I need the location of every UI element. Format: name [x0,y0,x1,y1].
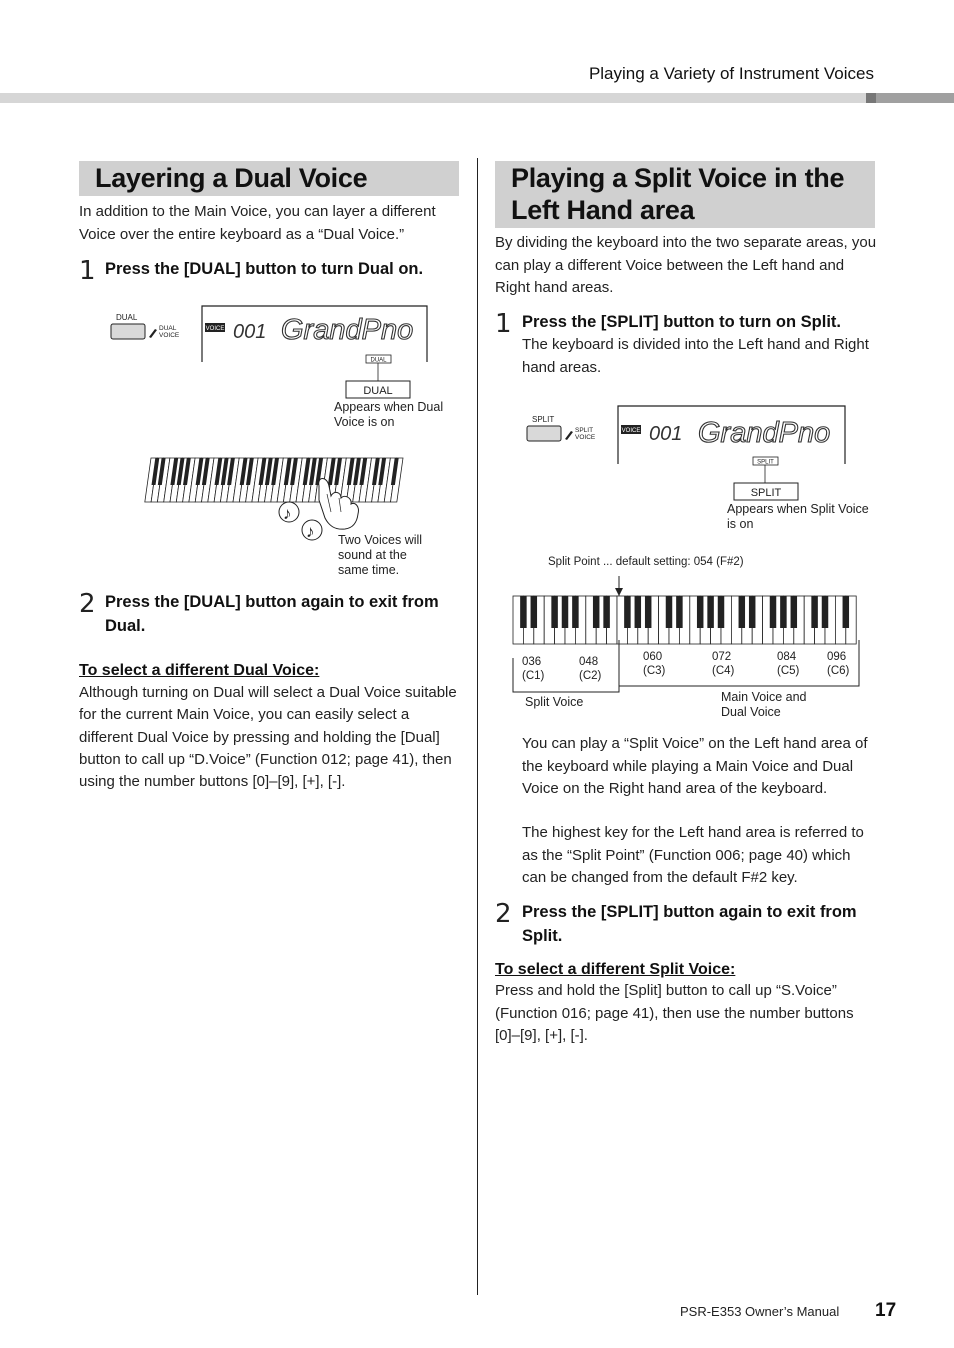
svg-text:♪: ♪ [283,504,292,523]
keyboard-caption: Two Voices will sound at the same time. [338,533,423,577]
subsection-heading: To select a different Split Voice: [495,961,736,978]
dual-button[interactable] [111,324,145,339]
dual-indicator-caption: Appears when Dual Voice is on [334,400,444,429]
split-intro: By dividing the keyboard into the two separate areas, you can play a different Voice between the Left hand and Right hand areas. [495,234,877,296]
svg-text:DUAL: DUAL [363,385,393,397]
split-point-explanation: The highest key for the Left hand area is referred to as the “Split Point” (Function 006; page 40) which can be changed from the default F#2 key. [522,824,864,886]
column-divider [477,158,478,1295]
split-voice-text: Press and hold the [Split] button to call up “S.Voice” (Function 016; page 41), then use the number buttons [0]–[9], [+], [-]. [495,982,854,1044]
svg-text:♪: ♪ [306,522,315,541]
step-instruction: Press the [SPLIT] button to turn on Split. [522,313,841,331]
page-number: 17 [875,1300,897,1321]
svg-text:VOICE: VOICE [575,434,596,441]
svg-text:VOICE: VOICE [159,332,180,339]
lcd-voice-name: GrandPno [698,417,831,449]
button-label: SPLIT [532,415,555,424]
section-heading-split: Playing a Split Voice in the Left Hand area [495,161,875,228]
key-label: 060 (C3) [643,651,666,677]
step-number: 2 [495,899,512,929]
step-detail: The keyboard is divided into the Left hand and Right hand areas. [522,336,869,376]
step-number: 2 [79,589,96,619]
key-label: 072 (C4) [712,651,735,677]
dual-keyboard [145,458,403,502]
split-button[interactable] [527,426,561,441]
svg-text:SPLIT: SPLIT [750,487,782,499]
header-rule-mark [866,93,876,103]
footer-manual-title: PSR-E353 Owner’s Manual [680,1304,840,1319]
header-rule-tab [876,93,954,103]
step-number: 1 [79,256,96,286]
svg-text:DUAL: DUAL [370,357,387,364]
split-explanation: You can play a “Split Voice” on the Left hand area of the keyboard while playing a Main Voice and Dual Voice on the Right hand area of the keyboard. [522,735,868,797]
main-voice-label: Main Voice and Dual Voice [721,690,807,719]
svg-text:VOICE: VOICE [205,326,225,332]
split-point-caption: Split Point ... default setting: 054 (F#2) [548,556,744,568]
svg-text:SPLIT: SPLIT [575,427,594,434]
svg-text:DUAL: DUAL [159,325,177,332]
lcd-number: 001 [233,321,267,343]
key-label: 096 (C6) [827,651,850,677]
music-note-icon [279,502,322,541]
split-indicator-caption: Appears when Split Voice is on [727,502,869,531]
section-heading-dual: Layering a Dual Voice [79,161,459,196]
running-header: Playing a Variety of Instrument Voices [588,64,874,83]
key-label: 048 (C2) [579,656,602,682]
header-rule [0,93,866,103]
key-label: 036 (C1) [522,656,545,682]
lcd-number: 001 [649,423,683,445]
split-voice-label: Split Voice [525,695,584,709]
step-number: 1 [495,309,512,339]
dual-intro: In addition to the Main Voice, you can layer a different Voice over the entire keyboard as a “Dual Voice.” [79,203,436,243]
dual-voice-text: Although turning on Dual will select a Dual Voice suitable for the current Main Voice, you can easily select a different Dual Voice by pressing and holding the [Dual] button to call up “D.Voice” (Function 012; page 41), then using the number buttons [0]–[9], [+], [-]. [79,684,457,791]
step-instruction: Press the [DUAL] button to turn Dual on. [105,260,424,278]
button-label: DUAL [116,313,138,322]
split-point-marker [615,588,623,596]
svg-text:SPLIT: SPLIT [757,459,774,466]
svg-text:VOICE: VOICE [621,428,641,434]
pen-icon [149,329,157,338]
subsection-heading: To select a different Dual Voice: [79,662,320,679]
key-label: 084 (C5) [777,651,800,677]
lcd-voice-name: GrandPno [281,314,414,346]
split-keyboard [513,596,856,644]
step-instruction: Press the [DUAL] button again to exit from Dual. [105,593,439,635]
pen-icon [565,431,573,440]
step-instruction: Press the [SPLIT] button again to exit from Split. [522,903,857,945]
